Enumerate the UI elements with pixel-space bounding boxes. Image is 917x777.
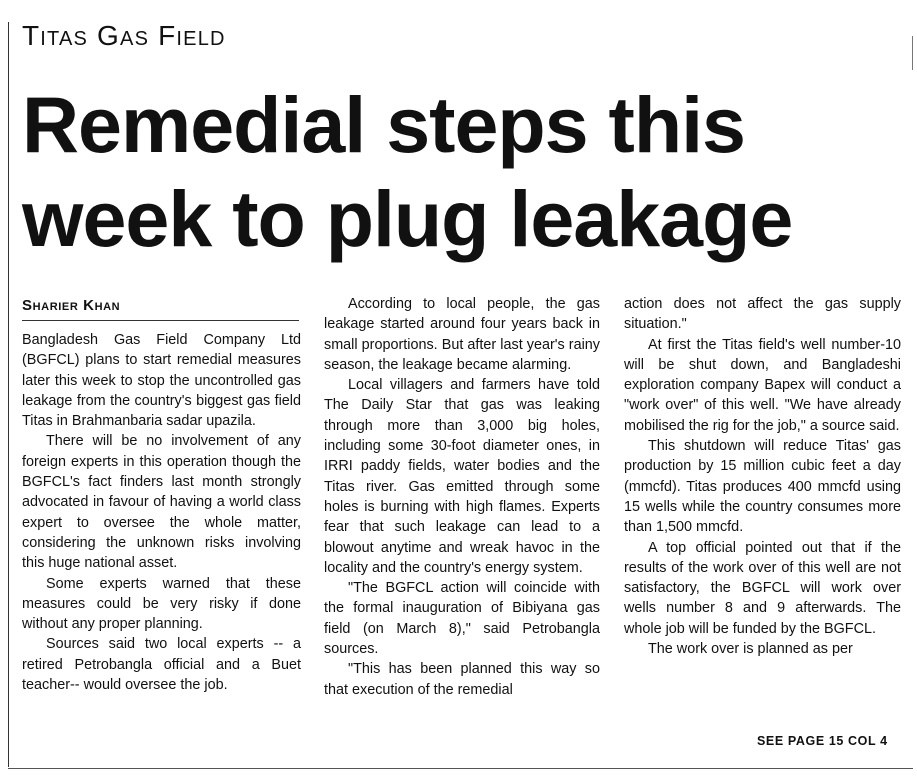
paragraph: Sources said two local experts -- a retired Petrobangla official and a Buet teacher-- would oversee the job. bbox=[22, 636, 301, 694]
paragraph: The work over is planned as per bbox=[648, 641, 853, 658]
jump-line: SEE PAGE 15 COL 4 bbox=[757, 734, 888, 748]
bottom-rule bbox=[8, 768, 913, 769]
headline-line-2: week to plug leakage bbox=[22, 174, 793, 263]
paragraph: action does not affect the gas supply situation." bbox=[624, 296, 901, 333]
article-column-2 bbox=[324, 294, 600, 700]
paragraph: There will be no involvement of any foreign experts in this operation though the BGFCL's fact finders last month strongly advocated in favour of having a world class expert to oversee the whole matter, considering the unknown risks involving this huge national asset. bbox=[22, 433, 301, 572]
paragraph: Local villagers and farmers have told The Daily Star that gas was leaking through more than 3,000 big holes, including some 30-foot diameter ones, in IRRI paddy fields, water bodies and the Titas river. Gas emitted through some holes is burning with high flames. Experts fear that such leakage can lead to a blowout anytime and wreak havoc in the locality and the country's energy system. bbox=[324, 377, 600, 576]
headline bbox=[22, 78, 912, 266]
paragraph: Bangladesh Gas Field Company Ltd (BGFCL) plans to start remedial measures later this week to stop the uncontrolled gas leakage from the country's biggest gas field Titas in Brahmanbaria sadar upazila. bbox=[22, 332, 301, 430]
right-edge-rule bbox=[912, 36, 913, 70]
paragraph: Some experts warned that these measures could be very risky if done without any proper planning. bbox=[22, 575, 301, 633]
paragraph: This shutdown will reduce Titas' gas production by 15 million cubic feet a day (mmcfd). Titas produces 400 mmcfd using 15 wells while the country consumes more than 1,500 mmcfd. bbox=[624, 438, 901, 536]
paragraph: According to local people, the gas leakage started around four years back in small proportions. But after last year's rainy season, the leakage became alarming. bbox=[324, 296, 600, 373]
byline: Sharier Khan bbox=[22, 297, 299, 321]
headline-line-1: Remedial steps this bbox=[22, 80, 745, 169]
left-column-rule bbox=[8, 22, 9, 767]
kicker: Titas Gas Field bbox=[22, 20, 226, 51]
article-column-1 bbox=[22, 330, 301, 695]
paragraph: "This has been planned this way so that execution of the remedial bbox=[324, 661, 600, 698]
paragraph: A top official pointed out that if the results of the work over of this well are not satisfactory, the BGFCL will work over wells number 8 and 9 afterwards. The whole job will be funded by the BGFCL. bbox=[624, 539, 901, 637]
paragraph: At first the Titas field's well number-10 will be shut down, and Bangladeshi exploration company Bapex will conduct a "work over" of this well. "We have already mobilised the rig for the job," a source said. bbox=[624, 336, 901, 434]
article-column-3 bbox=[624, 294, 901, 659]
paragraph: "The BGFCL action will coincide with the formal inauguration of Bibiyana gas field (on March 8)," said Petrobangla sources. bbox=[324, 580, 600, 658]
